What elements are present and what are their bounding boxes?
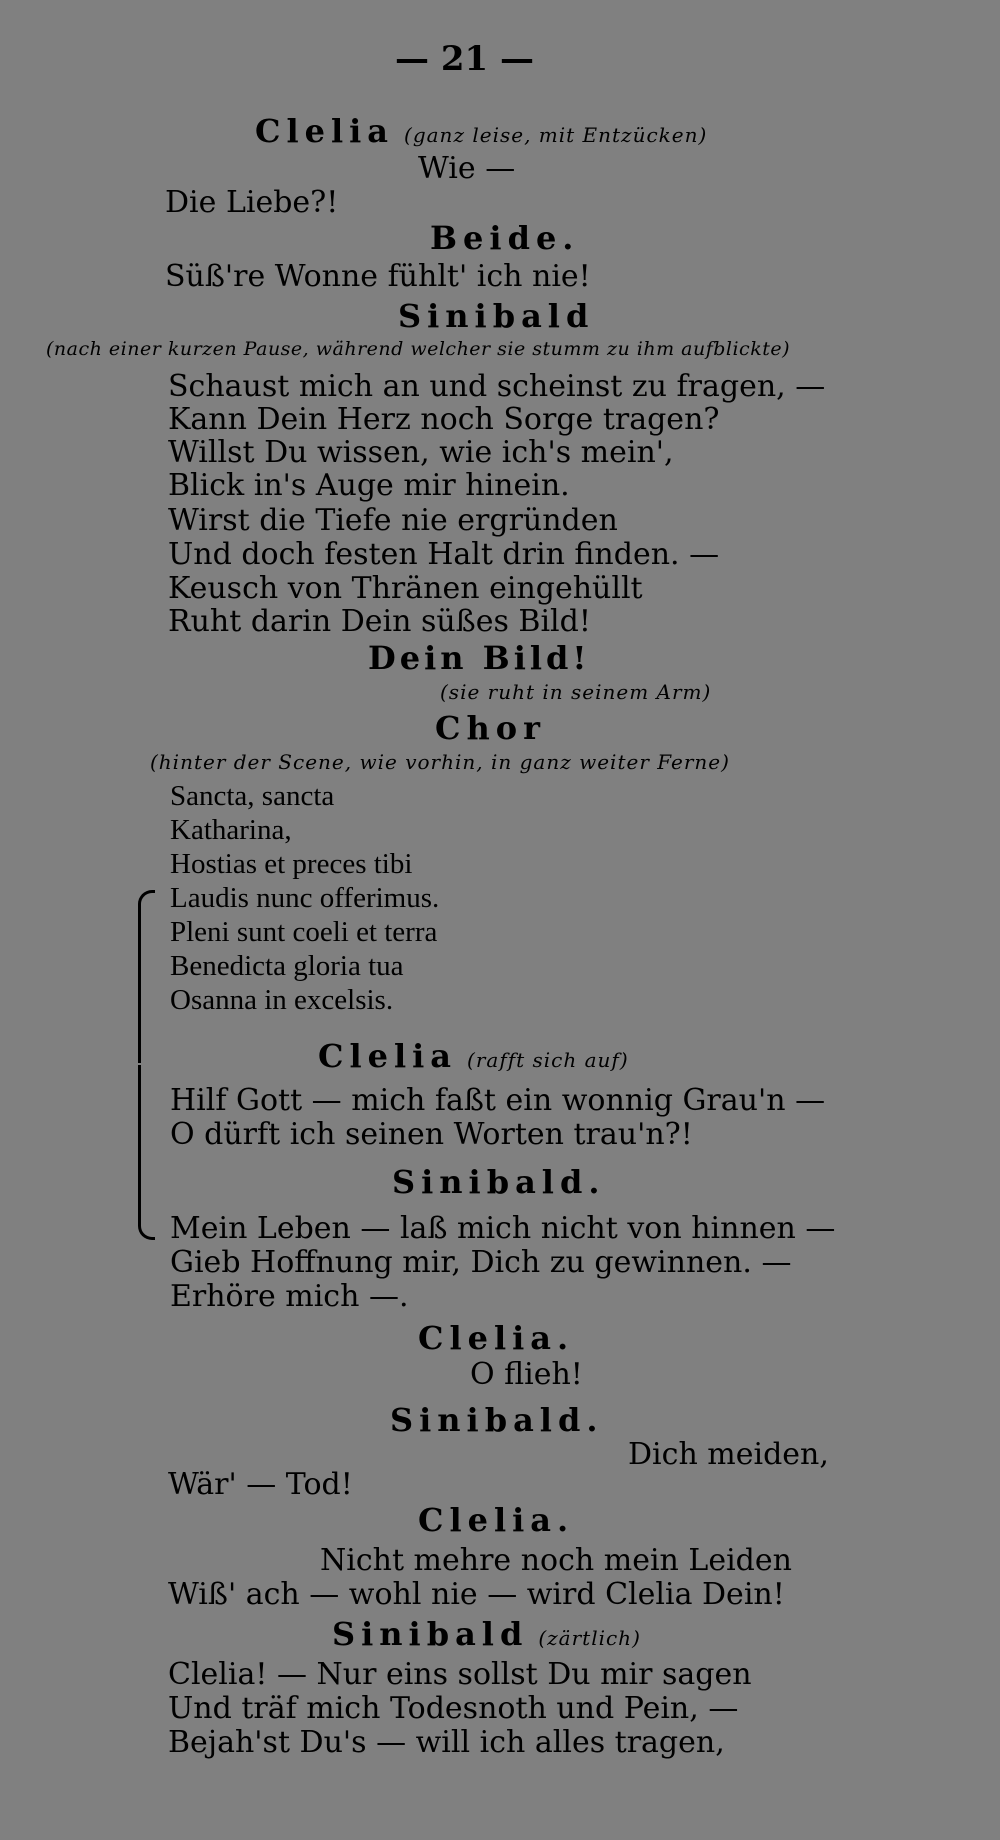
verse-line: Dein Bild! xyxy=(368,639,591,677)
page-number: — 21 — xyxy=(395,39,534,79)
verse-line: Wiß' ach — wohl nie — wird Clelia Dein! xyxy=(168,1577,785,1612)
speaker-heading: Clelia. xyxy=(418,1501,575,1539)
stage-direction: (ganz leise, mit Entzücken) xyxy=(404,123,708,147)
verse-line: Katharina, xyxy=(170,814,292,846)
verse-line: Hilf Gott — mich faßt ein wonnig Grau'n — xyxy=(170,1083,826,1118)
verse-line: Mein Leben — laß mich nicht von hinnen — xyxy=(170,1211,836,1246)
verse-line: Wirst die Tiefe nie ergründen xyxy=(168,503,618,538)
speaker-heading: Chor xyxy=(435,709,546,747)
verse-line: Willst Du wissen, wie ich's mein', xyxy=(168,435,674,470)
verse-line: Schaust mich an und scheinst zu fragen, — xyxy=(168,369,826,404)
speaker-sinibald xyxy=(332,1615,641,1653)
stage-direction: (hinter der Scene, wie vorhin, in ganz weiter Ferne) xyxy=(150,750,730,774)
verse-line: Und doch festen Halt drin finden. — xyxy=(168,537,720,572)
speaker-heading: Sinibald. xyxy=(390,1401,604,1439)
verse-line: Gieb Hoffnung mir, Dich zu gewinnen. — xyxy=(170,1245,792,1280)
speaker-heading: Beide. xyxy=(430,219,580,257)
verse-line: Nicht mehre noch mein Leiden xyxy=(320,1543,792,1578)
speaker-heading: Sinibald xyxy=(398,297,595,335)
verse-line: O dürft ich seinen Worten trau'n?! xyxy=(170,1117,693,1152)
stage-direction: (nach einer kurzen Pause, während welcher sie stumm zu ihm aufblickte) xyxy=(46,338,790,360)
brace-upper xyxy=(138,890,155,1063)
stage-direction: (sie ruht in seinem Arm) xyxy=(440,680,712,704)
verse-line: Kann Dein Herz noch Sorge tragen? xyxy=(168,402,720,437)
verse-line: Laudis nunc offerimus. xyxy=(170,882,440,914)
stage-direction: (zärtlich) xyxy=(538,1626,641,1650)
verse-line: Clelia! — Nur eins sollst Du mir sagen xyxy=(168,1657,752,1692)
stage-direction: (rafft sich auf) xyxy=(467,1048,629,1072)
verse-line: Süß're Wonne fühlt' ich nie! xyxy=(165,259,591,294)
verse-line: Hostias et preces tibi xyxy=(170,848,413,880)
verse-line: Bejah'st Du's — will ich alles tragen, xyxy=(168,1725,725,1760)
verse-line: Wie — xyxy=(418,151,516,186)
brace-lower xyxy=(138,1065,155,1240)
verse-line: Die Liebe?! xyxy=(165,185,339,220)
verse-line: Wär' — Tod! xyxy=(168,1467,353,1502)
verse-line: Blick in's Auge mir hinein. xyxy=(168,468,570,503)
verse-line: Dich meiden, xyxy=(628,1437,829,1472)
verse-line: Keusch von Thränen eingehüllt xyxy=(168,571,643,606)
verse-line: O flieh! xyxy=(470,1357,583,1392)
speaker-heading: Clelia. xyxy=(418,1319,575,1357)
speaker-clelia xyxy=(318,1037,629,1075)
verse-line: Ruht darin Dein süßes Bild! xyxy=(168,604,591,639)
speaker-heading: Sinibald. xyxy=(392,1163,606,1201)
speaker-name: Sinibald xyxy=(332,1615,529,1653)
verse-line: Und träf mich Todesnoth und Pein, — xyxy=(168,1691,739,1726)
speaker-name: Clelia xyxy=(255,112,395,150)
verse-line: Pleni sunt coeli et terra xyxy=(170,916,438,948)
verse-line: Sancta, sancta xyxy=(170,780,335,812)
speaker-name: Clelia xyxy=(318,1037,458,1075)
speaker-clelia xyxy=(255,112,708,150)
verse-line: Osanna in excelsis. xyxy=(170,984,394,1016)
verse-line: Erhöre mich —. xyxy=(170,1279,409,1314)
verse-line: Benedicta gloria tua xyxy=(170,950,404,982)
